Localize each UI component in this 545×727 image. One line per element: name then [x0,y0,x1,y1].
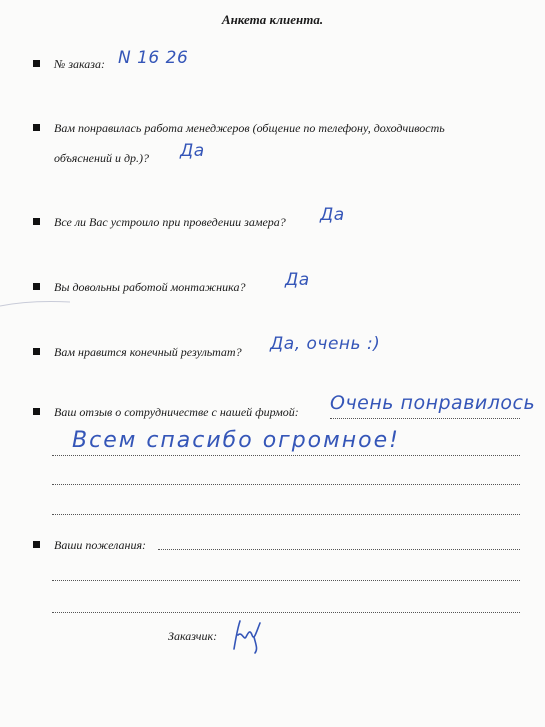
dotted-line [158,549,520,550]
feedback-answer-line2: Всем спасибо огромное! [72,428,400,453]
question-result-label: Вам нравится конечный результат? [54,345,242,359]
dotted-line [52,484,520,485]
customer-signature [228,615,268,655]
customer-label: Заказчик: [168,629,218,643]
question-managers-line2: объяснений и др.)? [54,151,150,165]
question-measure [34,210,529,234]
question-managers [34,116,529,140]
dotted-line [52,455,520,456]
order-row [34,52,529,76]
bullet-icon [33,348,40,355]
question-managers-line1: Вам понравилась работа менеджеров (общение по телефону, доходчивость [54,121,445,135]
bullet-icon [33,541,40,548]
question-measure-label: Все ли Вас устроило при проведении замера? [54,215,286,229]
question-installer [34,275,529,299]
measure-answer: Да [320,205,345,225]
bullet-icon [33,283,40,290]
bullet-icon [33,60,40,67]
order-answer: N 16 26 [118,48,189,68]
question-managers-cont [34,146,529,170]
installer-answer: Да [285,270,310,290]
question-wishes [34,533,529,557]
bullet-icon [33,408,40,415]
dotted-line [52,514,520,515]
feedback-answer-line1: Очень понравилось [330,392,536,414]
question-feedback-label: Ваш отзыв о сотрудничестве с нашей фирмой: [54,405,299,419]
dotted-line [52,580,520,581]
result-answer: Да, очень :) [270,334,381,354]
order-label: № заказа: [54,57,105,71]
question-wishes-label: Ваши пожелания: [54,538,147,552]
question-installer-label: Вы довольны работой монтажника? [54,280,246,294]
form-title: Анкета клиента. [221,12,324,27]
dotted-line [52,612,520,613]
bullet-icon [33,218,40,225]
dotted-line [330,418,520,419]
managers-answer: Да [180,141,205,161]
bullet-icon [33,124,40,131]
scan-mark [0,292,80,312]
